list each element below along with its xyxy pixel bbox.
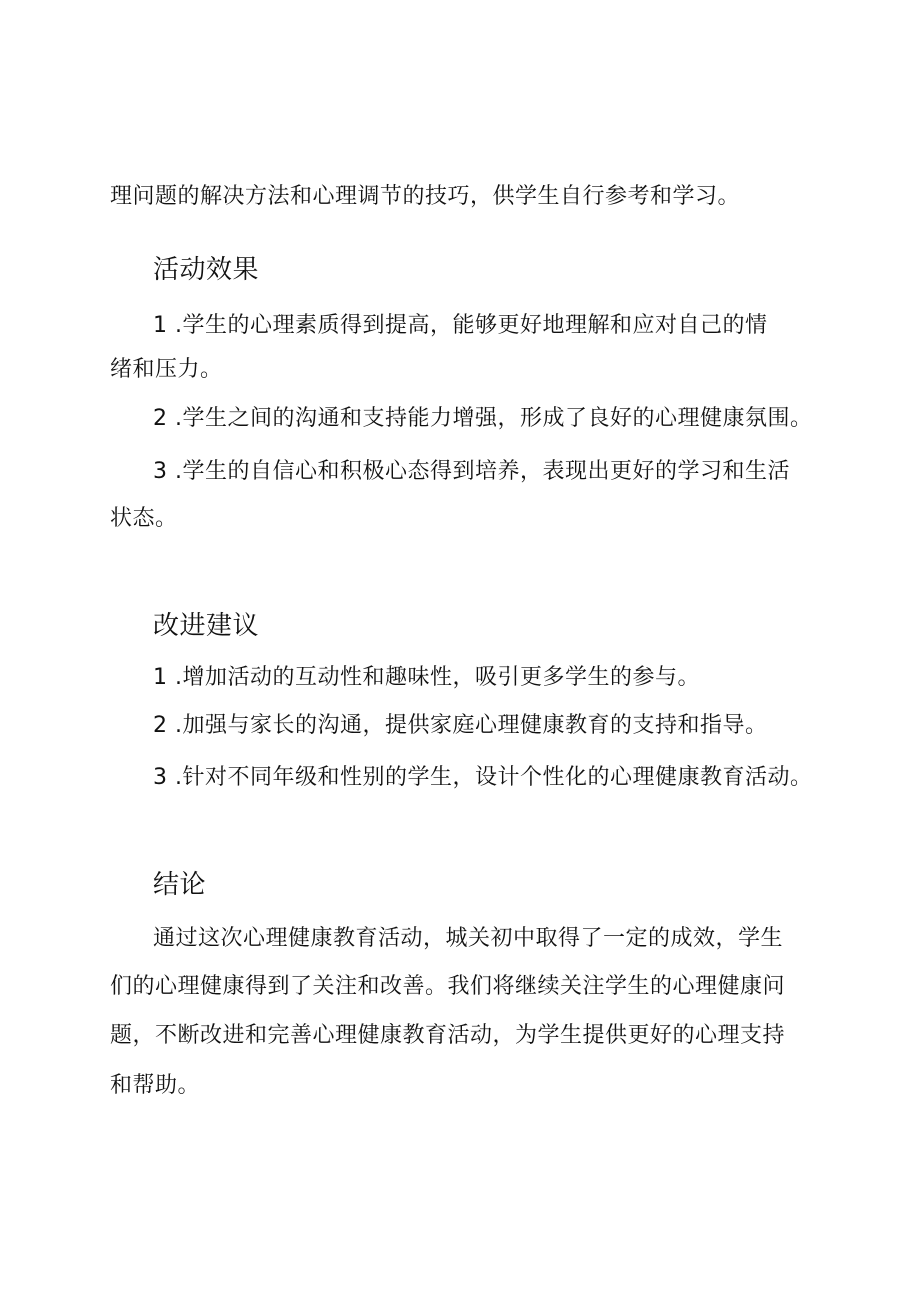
effects-item-1-line-1: 1 .学生的心理素质得到提高，能够更好地理解和应对自己的情 [153,313,768,338]
conclusion-line-4: 和帮助。 [110,1073,201,1098]
section-heading-conclusion: 结论 [153,870,207,900]
section-heading-suggestions: 改进建议 [153,611,260,641]
section-heading-effects: 活动效果 [153,255,260,285]
effects-item-2-line-1: 2 .学生之间的沟通和支持能力增强，形成了良好的心理健康氛围。 [153,406,813,431]
effects-item-1-line-2: 绪和压力。 [110,357,223,382]
suggestions-item-2: 2 .加强与家长的沟通，提供家庭心理健康教育的支持和指导。 [153,713,768,738]
conclusion-line-3: 题，不断改进和完善心理健康教育活动，为学生提供更好的心理支持 [110,1023,786,1048]
intro-line-1: 理问题的解决方法和心理调节的技巧，供学生自行参考和学习。 [110,184,741,209]
effects-item-3-line-1: 3 .学生的自信心和积极心态得到培养，表现出更好的学习和生活 [153,459,790,484]
suggestions-item-3: 3 .针对不同年级和性别的学生，设计个性化的心理健康教育活动。 [153,765,813,790]
conclusion-line-1: 通过这次心理健康教育活动，城关初中取得了一定的成效，学生 [153,926,784,951]
suggestions-item-1: 1 .增加活动的互动性和趣味性，吸引更多学生的参与。 [153,665,700,690]
effects-item-3-line-2: 状态。 [110,506,178,531]
conclusion-line-2: 们的心理健康得到了关注和改善。我们将继续关注学生的心理健康问 [110,974,786,999]
